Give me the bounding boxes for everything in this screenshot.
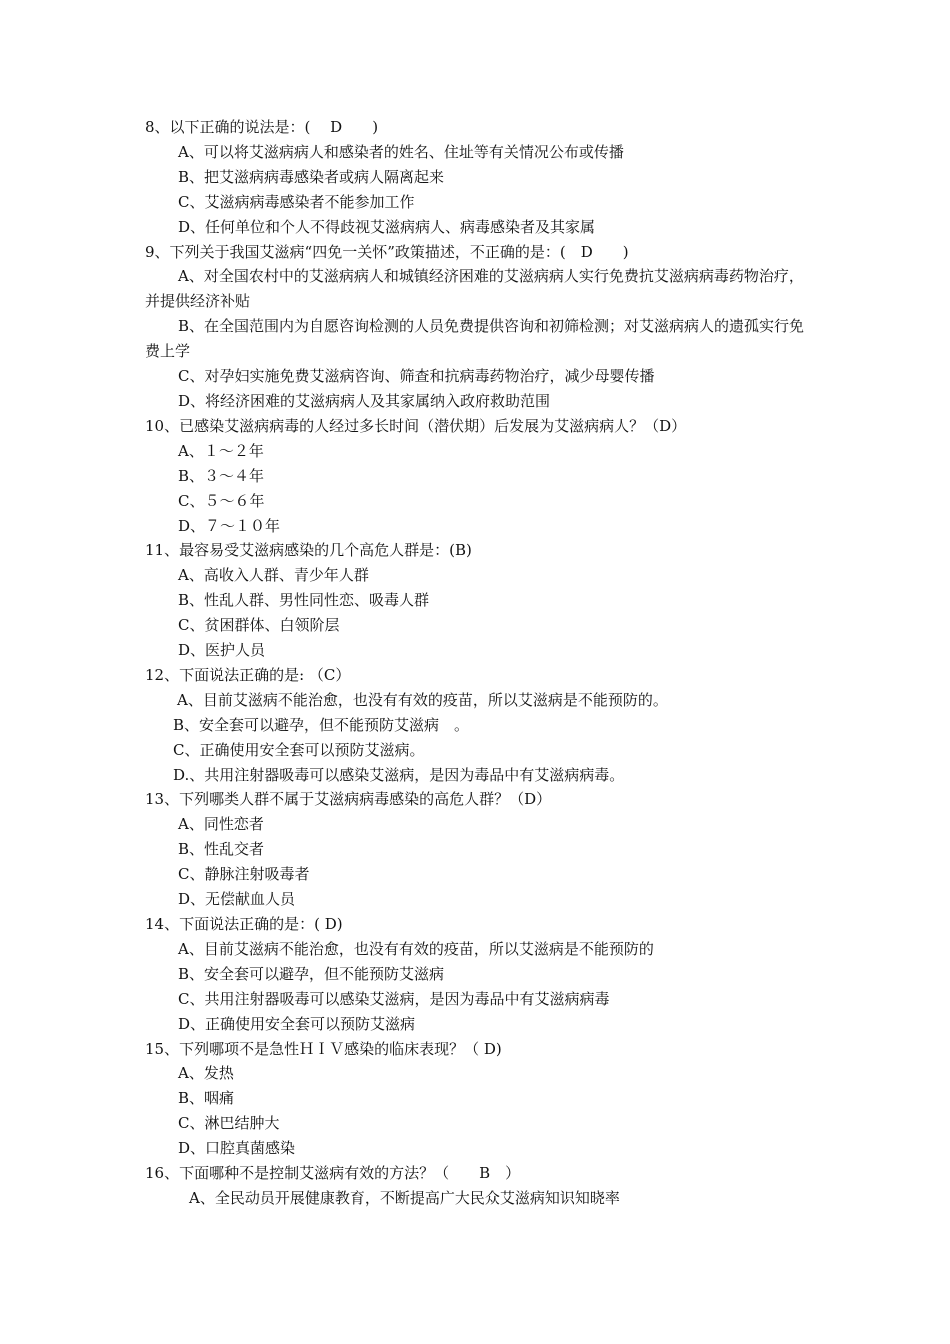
question-11-option-a: A、高收入人群、青少年人群 [178, 566, 369, 585]
question-16-title: 16、下面哪种不是控制艾滋病有效的方法？（ B ） [145, 1164, 521, 1183]
question-8-option-c: C、艾滋病病毒感染者不能参加工作 [178, 192, 415, 211]
question-10-option-d: D、７～１０年 [178, 516, 281, 535]
question-15-option-c: C、淋巴结肿大 [178, 1114, 280, 1133]
question-12-option-b: B、安全套可以避孕，但不能预防艾滋病 。 [173, 715, 470, 734]
question-list [145, 115, 810, 1211]
question-11-title: 11、最容易受艾滋病感染的几个高危人群是：(B) [145, 541, 472, 560]
question-13-option-c: C、静脉注射吸毒者 [178, 865, 310, 884]
question-14-option-c: C、共用注射器吸毒可以感染艾滋病，是因为毒品中有艾滋病病毒 [178, 989, 610, 1008]
question-9-option-b: B、在全国范围内为自愿咨询检测的人员免费提供咨询和初筛检测；对艾滋病病人的遗孤实行免费上学 [145, 317, 805, 361]
question-16-option-a: A、全民动员开展健康教育，不断提高广大民众艾滋病知识知晓率 [189, 1188, 620, 1207]
question-10-option-c: C、５～６年 [178, 491, 265, 510]
question-10-option-a: A、１～２年 [178, 441, 264, 460]
question-14-option-a: A、目前艾滋病不能治愈，也没有有效的疫苗，所以艾滋病是不能预防的 [178, 939, 654, 958]
question-13-title: 13、下列哪类人群不属于艾滋病病毒感染的高危人群？（D） [145, 790, 552, 809]
question-12-option-a: A、目前艾滋病不能治愈，也没有有效的疫苗，所以艾滋病是不能预防的。 [177, 690, 668, 709]
question-14-option-d: D、正确使用安全套可以预防艾滋病 [178, 1014, 416, 1033]
question-14-title: 14、下面说法正确的是：( D) [145, 915, 343, 933]
question-15-option-b: B、咽痛 [178, 1089, 235, 1108]
question-8-option-a: A、可以将艾滋病病人和感染者的姓名、住址等有关情况公布或传播 [178, 142, 624, 161]
question-12-title: 12、下面说法正确的是: （C） [145, 665, 351, 684]
question-8-option-d: D、任何单位和个人不得歧视艾滋病病人、病毒感染者及其家属 [178, 217, 596, 236]
question-12-option-c: C、正确使用安全套可以预防艾滋病。 [173, 740, 425, 759]
question-10-option-b: B、３～４年 [178, 466, 265, 485]
question-10-title: 10、已感染艾滋病病毒的人经过多长时间（潜伏期）后发展为艾滋病病人？（D） [145, 416, 687, 435]
question-11-option-d: D、医护人员 [178, 641, 266, 660]
question-11-option-b: B、性乱人群、男性同性恋、吸毒人群 [178, 591, 430, 610]
question-11-option-c: C、贫困群体、白领阶层 [178, 616, 340, 635]
question-9-option-a: A、对全国农村中的艾滋病病人和城镇经济困难的艾滋病病人实行免费抗艾滋病病毒药物治疗，并提供经济补贴 [145, 267, 804, 311]
question-9-option-d: D、将经济困难的艾滋病病人及其家属纳入政府救助范围 [178, 391, 551, 410]
question-9-option-c: C、对孕妇实施免费艾滋病咨询、筛查和抗病毒药物治疗，减少母婴传播 [178, 367, 655, 386]
question-9-title: 9、下列关于我国艾滋病“四免一关怀”政策描述，不正确的是：( D ) [145, 242, 629, 261]
question-15-option-d: D、口腔真菌感染 [178, 1139, 296, 1158]
question-13-option-d: D、无偿献血人员 [178, 890, 296, 909]
question-14-option-b: B、安全套可以避孕，但不能预防艾滋病 [178, 964, 445, 983]
question-13-option-b: B、性乱交者 [178, 840, 265, 859]
question-8-title: 8、以下正确的说法是：( D ) [145, 118, 379, 136]
question-12-option-d: D.、共用注射器吸毒可以感染艾滋病，是因为毒品中有艾滋病病毒。 [173, 765, 625, 784]
question-13-option-a: A、同性恋者 [178, 815, 264, 834]
question-15-option-a: A、发热 [178, 1064, 234, 1083]
question-8-option-b: B、把艾滋病病毒感染者或病人隔离起来 [178, 167, 445, 186]
question-15-title: 15、下列哪项不是急性ＨＩＶ感染的临床表现？（ D) [145, 1039, 502, 1058]
